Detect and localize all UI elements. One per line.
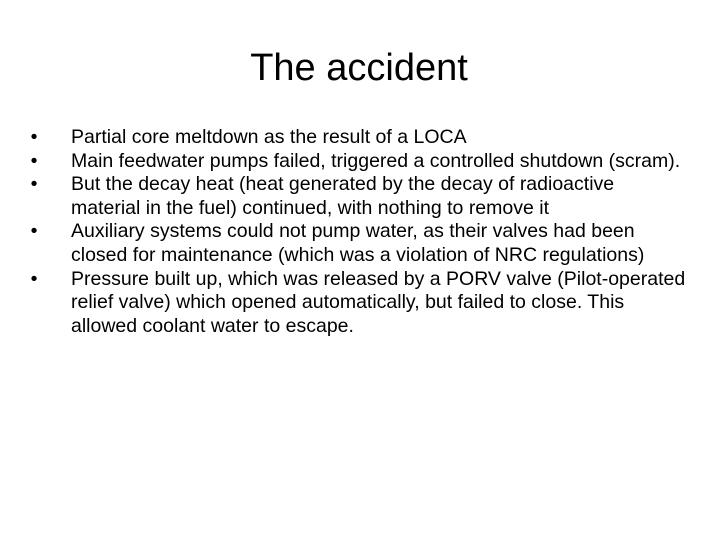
bullet-item bbox=[28, 150, 688, 174]
bullet-item bbox=[28, 220, 688, 267]
bullet-text: But the decay heat (heat generated by the decay of radioactive material in the fuel) continued, with nothing to remove it bbox=[71, 173, 615, 219]
bullet-item bbox=[28, 268, 688, 339]
slide-title: The accident bbox=[250, 47, 468, 89]
bullet-dot: • bbox=[30, 149, 38, 172]
bullet-dot: • bbox=[30, 267, 38, 290]
bullet-dot: • bbox=[30, 173, 38, 196]
bullet-text: Main feedwater pumps failed, triggered a controlled shutdown (scram). bbox=[71, 149, 681, 172]
bullet-dot: • bbox=[30, 220, 38, 243]
bullet-text: Partial core meltdown as the result of a LOCA bbox=[71, 126, 467, 148]
bullet-item bbox=[28, 126, 688, 150]
bullet-dot: • bbox=[30, 126, 38, 148]
bullet-text: Auxiliary systems could not pump water, as their valves had been closed for maintenance (which was a violation of NRC regulations) bbox=[71, 220, 645, 266]
bullet-list bbox=[28, 126, 688, 338]
bullet-item bbox=[28, 173, 688, 220]
bullet-text: Pressure built up, which was released by a PORV valve (Pilot-operated relief valve) which opened automatically, but failed to close. This allowed coolant water to escape. bbox=[71, 267, 686, 337]
